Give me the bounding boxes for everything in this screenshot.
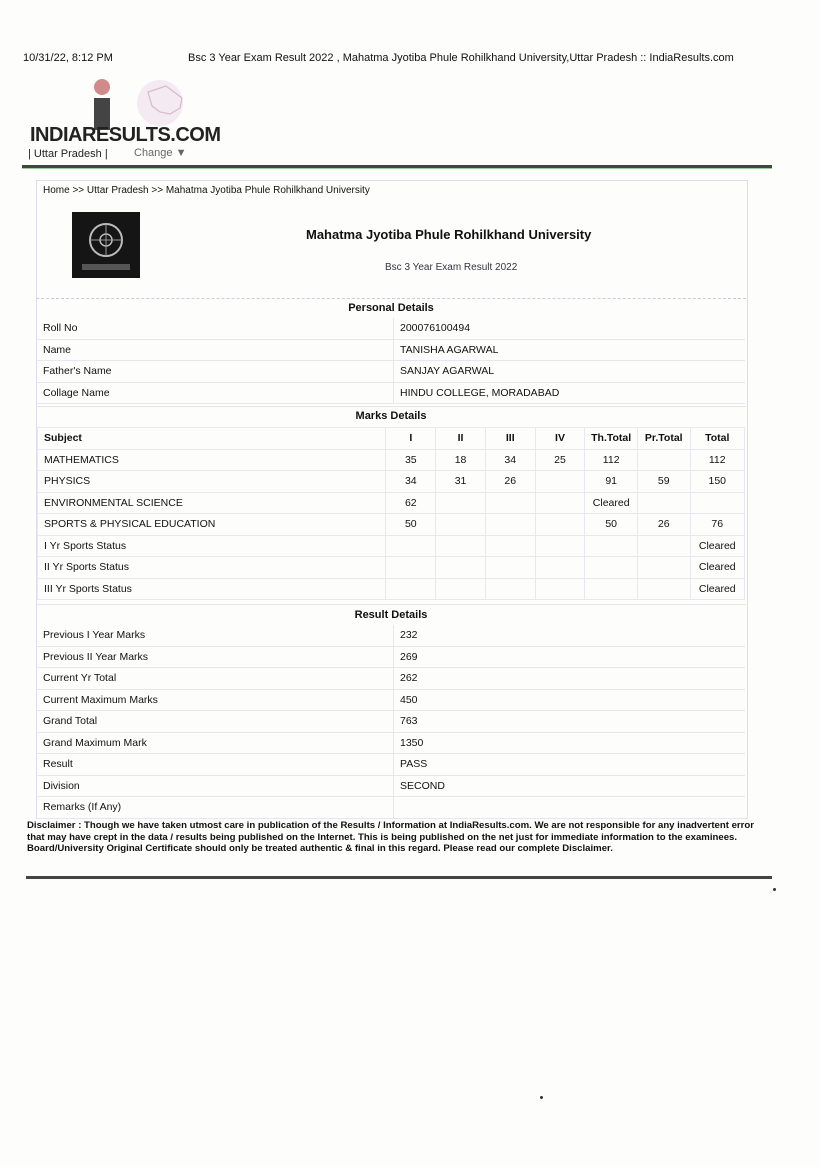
field-value: 763 xyxy=(394,711,746,733)
field-value: 232 xyxy=(394,625,746,646)
mark-cell xyxy=(535,557,585,579)
breadcrumb[interactable]: Home >> Uttar Pradesh >> Mahatma Jyotiba Phule Rohilkhand University xyxy=(43,185,370,196)
personal-details-heading: Personal Details xyxy=(36,298,746,317)
mark-cell: Cleared xyxy=(690,578,745,600)
field-value: PASS xyxy=(394,754,746,776)
mark-cell: 59 xyxy=(637,471,690,493)
mark-cell xyxy=(436,578,486,600)
field-label: Grand Total xyxy=(37,711,394,733)
mark-cell xyxy=(535,471,585,493)
mark-cell xyxy=(585,578,638,600)
mark-cell xyxy=(485,514,535,536)
mark-cell xyxy=(535,578,585,600)
mark-cell: 91 xyxy=(585,471,638,493)
mark-cell xyxy=(436,514,486,536)
row-name xyxy=(37,339,745,361)
marks-header-row xyxy=(38,428,745,450)
brand-state: | Uttar Pradesh | xyxy=(28,148,108,160)
field-label: Father's Name xyxy=(37,361,394,383)
row-roll-no xyxy=(37,318,745,339)
change-state-link[interactable]: Change ▼ xyxy=(134,147,187,159)
field-value: HINDU COLLEGE, MORADABAD xyxy=(394,382,746,404)
marks-row-physics xyxy=(38,471,745,493)
print-date: 10/31/22, 8:12 PM xyxy=(23,52,113,64)
disclaimer-text: Disclaimer : Though we have taken utmost care in publication of the Results / Information at IndiaResults.com. We are not responsible for any inadvertent error that may have crept in the data / results being published on the Internet. This is being published on the net just for immediate information to the examinees. Board/University Original Certificate should only be treated authentic & final in this regard. Please read our complete Disclaimer. xyxy=(27,820,754,854)
field-value: TANISHA AGARWAL xyxy=(394,339,746,361)
field-label: Remarks (If Any) xyxy=(37,797,394,819)
result-details-heading: Result Details xyxy=(36,604,746,625)
field-value: 450 xyxy=(394,689,746,711)
marks-row-mathematics xyxy=(38,449,745,471)
result-details-table xyxy=(37,625,745,819)
field-value: 200076100494 xyxy=(394,318,746,339)
row-grand-maximum-mark xyxy=(37,732,745,754)
uttar-pradesh-map-icon xyxy=(136,78,192,128)
subject-name: MATHEMATICS xyxy=(38,449,386,471)
field-value: 262 xyxy=(394,668,746,690)
mark-cell xyxy=(485,578,535,600)
mark-cell xyxy=(485,557,535,579)
row-remarks-if-any xyxy=(37,797,745,819)
mark-cell xyxy=(585,535,638,557)
subject-name: III Yr Sports Status xyxy=(38,578,386,600)
field-value: SANJAY AGARWAL xyxy=(394,361,746,383)
column-header-subject: Subject xyxy=(38,428,386,450)
subject-name: PHYSICS xyxy=(38,471,386,493)
scan-speck xyxy=(540,1096,543,1099)
mark-cell xyxy=(535,535,585,557)
mark-cell xyxy=(690,492,745,514)
column-header-i: I xyxy=(386,428,436,450)
field-value: 1350 xyxy=(394,732,746,754)
mark-cell xyxy=(386,557,436,579)
row-collage-name xyxy=(37,382,745,404)
mark-cell: 31 xyxy=(436,471,486,493)
row-father-s-name xyxy=(37,361,745,383)
brand-figure-icon xyxy=(90,78,122,130)
mark-cell xyxy=(637,557,690,579)
mark-cell: 50 xyxy=(585,514,638,536)
column-header-ii: II xyxy=(436,428,486,450)
mark-cell: 150 xyxy=(690,471,745,493)
mark-cell: 62 xyxy=(386,492,436,514)
mark-cell xyxy=(637,578,690,600)
row-current-yr-total xyxy=(37,668,745,690)
mark-cell: Cleared xyxy=(690,535,745,557)
row-result xyxy=(37,754,745,776)
mark-cell: 34 xyxy=(485,449,535,471)
scan-speck xyxy=(773,888,776,891)
mark-cell: 112 xyxy=(690,449,745,471)
field-label: Roll No xyxy=(37,318,394,339)
field-label: Result xyxy=(37,754,394,776)
mark-cell: 18 xyxy=(436,449,486,471)
mark-cell xyxy=(436,535,486,557)
row-current-maximum-marks xyxy=(37,689,745,711)
mark-cell xyxy=(485,492,535,514)
field-label: Division xyxy=(37,775,394,797)
university-name: Mahatma Jyotiba Phule Rohilkhand University xyxy=(306,227,592,242)
mark-cell xyxy=(637,492,690,514)
mark-cell: 50 xyxy=(386,514,436,536)
marks-row-sports-physical-education xyxy=(38,514,745,536)
marks-row-i-yr-sports-status xyxy=(38,535,745,557)
field-value: SECOND xyxy=(394,775,746,797)
mark-cell: 34 xyxy=(386,471,436,493)
column-header-total: Total xyxy=(690,428,745,450)
mark-cell: 76 xyxy=(690,514,745,536)
print-page-title: Bsc 3 Year Exam Result 2022 , Mahatma Jyotiba Phule Rohilkhand University,Uttar Pradesh :: IndiaResults.com xyxy=(188,52,734,64)
header-divider-accent xyxy=(22,168,772,169)
mark-cell xyxy=(485,535,535,557)
marks-details-table xyxy=(37,427,745,600)
university-emblem xyxy=(72,212,140,278)
mark-cell xyxy=(436,557,486,579)
exam-name: Bsc 3 Year Exam Result 2022 xyxy=(385,262,518,273)
field-label: Collage Name xyxy=(37,382,394,404)
mark-cell xyxy=(535,492,585,514)
subject-name: II Yr Sports Status xyxy=(38,557,386,579)
marks-row-environmental-science xyxy=(38,492,745,514)
mark-cell xyxy=(585,557,638,579)
field-label: Current Maximum Marks xyxy=(37,689,394,711)
mark-cell xyxy=(386,578,436,600)
row-grand-total xyxy=(37,711,745,733)
column-header-iv: IV xyxy=(535,428,585,450)
field-label: Name xyxy=(37,339,394,361)
field-label: Previous I Year Marks xyxy=(37,625,394,646)
column-header-pr-total: Pr.Total xyxy=(637,428,690,450)
subject-name: ENVIRONMENTAL SCIENCE xyxy=(38,492,386,514)
row-previous-ii-year-marks xyxy=(37,646,745,668)
mark-cell xyxy=(535,514,585,536)
mark-cell: 26 xyxy=(485,471,535,493)
brand-logo-text[interactable]: INDIARESULTS.COM xyxy=(30,124,221,146)
mark-cell xyxy=(436,492,486,514)
field-value xyxy=(394,797,746,819)
mark-cell xyxy=(637,449,690,471)
marks-details-heading: Marks Details xyxy=(36,406,746,426)
row-division xyxy=(37,775,745,797)
subject-name: I Yr Sports Status xyxy=(38,535,386,557)
row-previous-i-year-marks xyxy=(37,625,745,646)
field-label: Current Yr Total xyxy=(37,668,394,690)
field-value: 269 xyxy=(394,646,746,668)
marks-row-iii-yr-sports-status xyxy=(38,578,745,600)
mark-cell: 112 xyxy=(585,449,638,471)
subject-name: SPORTS & PHYSICAL EDUCATION xyxy=(38,514,386,536)
mark-cell: 26 xyxy=(637,514,690,536)
personal-details-table xyxy=(37,318,745,404)
footer-divider xyxy=(26,876,772,879)
mark-cell xyxy=(637,535,690,557)
marks-row-ii-yr-sports-status xyxy=(38,557,745,579)
mark-cell: 35 xyxy=(386,449,436,471)
mark-cell xyxy=(386,535,436,557)
field-label: Previous II Year Marks xyxy=(37,646,394,668)
mark-cell: Cleared xyxy=(690,557,745,579)
mark-cell: Cleared xyxy=(585,492,638,514)
mark-cell: 25 xyxy=(535,449,585,471)
column-header-th-total: Th.Total xyxy=(585,428,638,450)
column-header-iii: III xyxy=(485,428,535,450)
field-label: Grand Maximum Mark xyxy=(37,732,394,754)
